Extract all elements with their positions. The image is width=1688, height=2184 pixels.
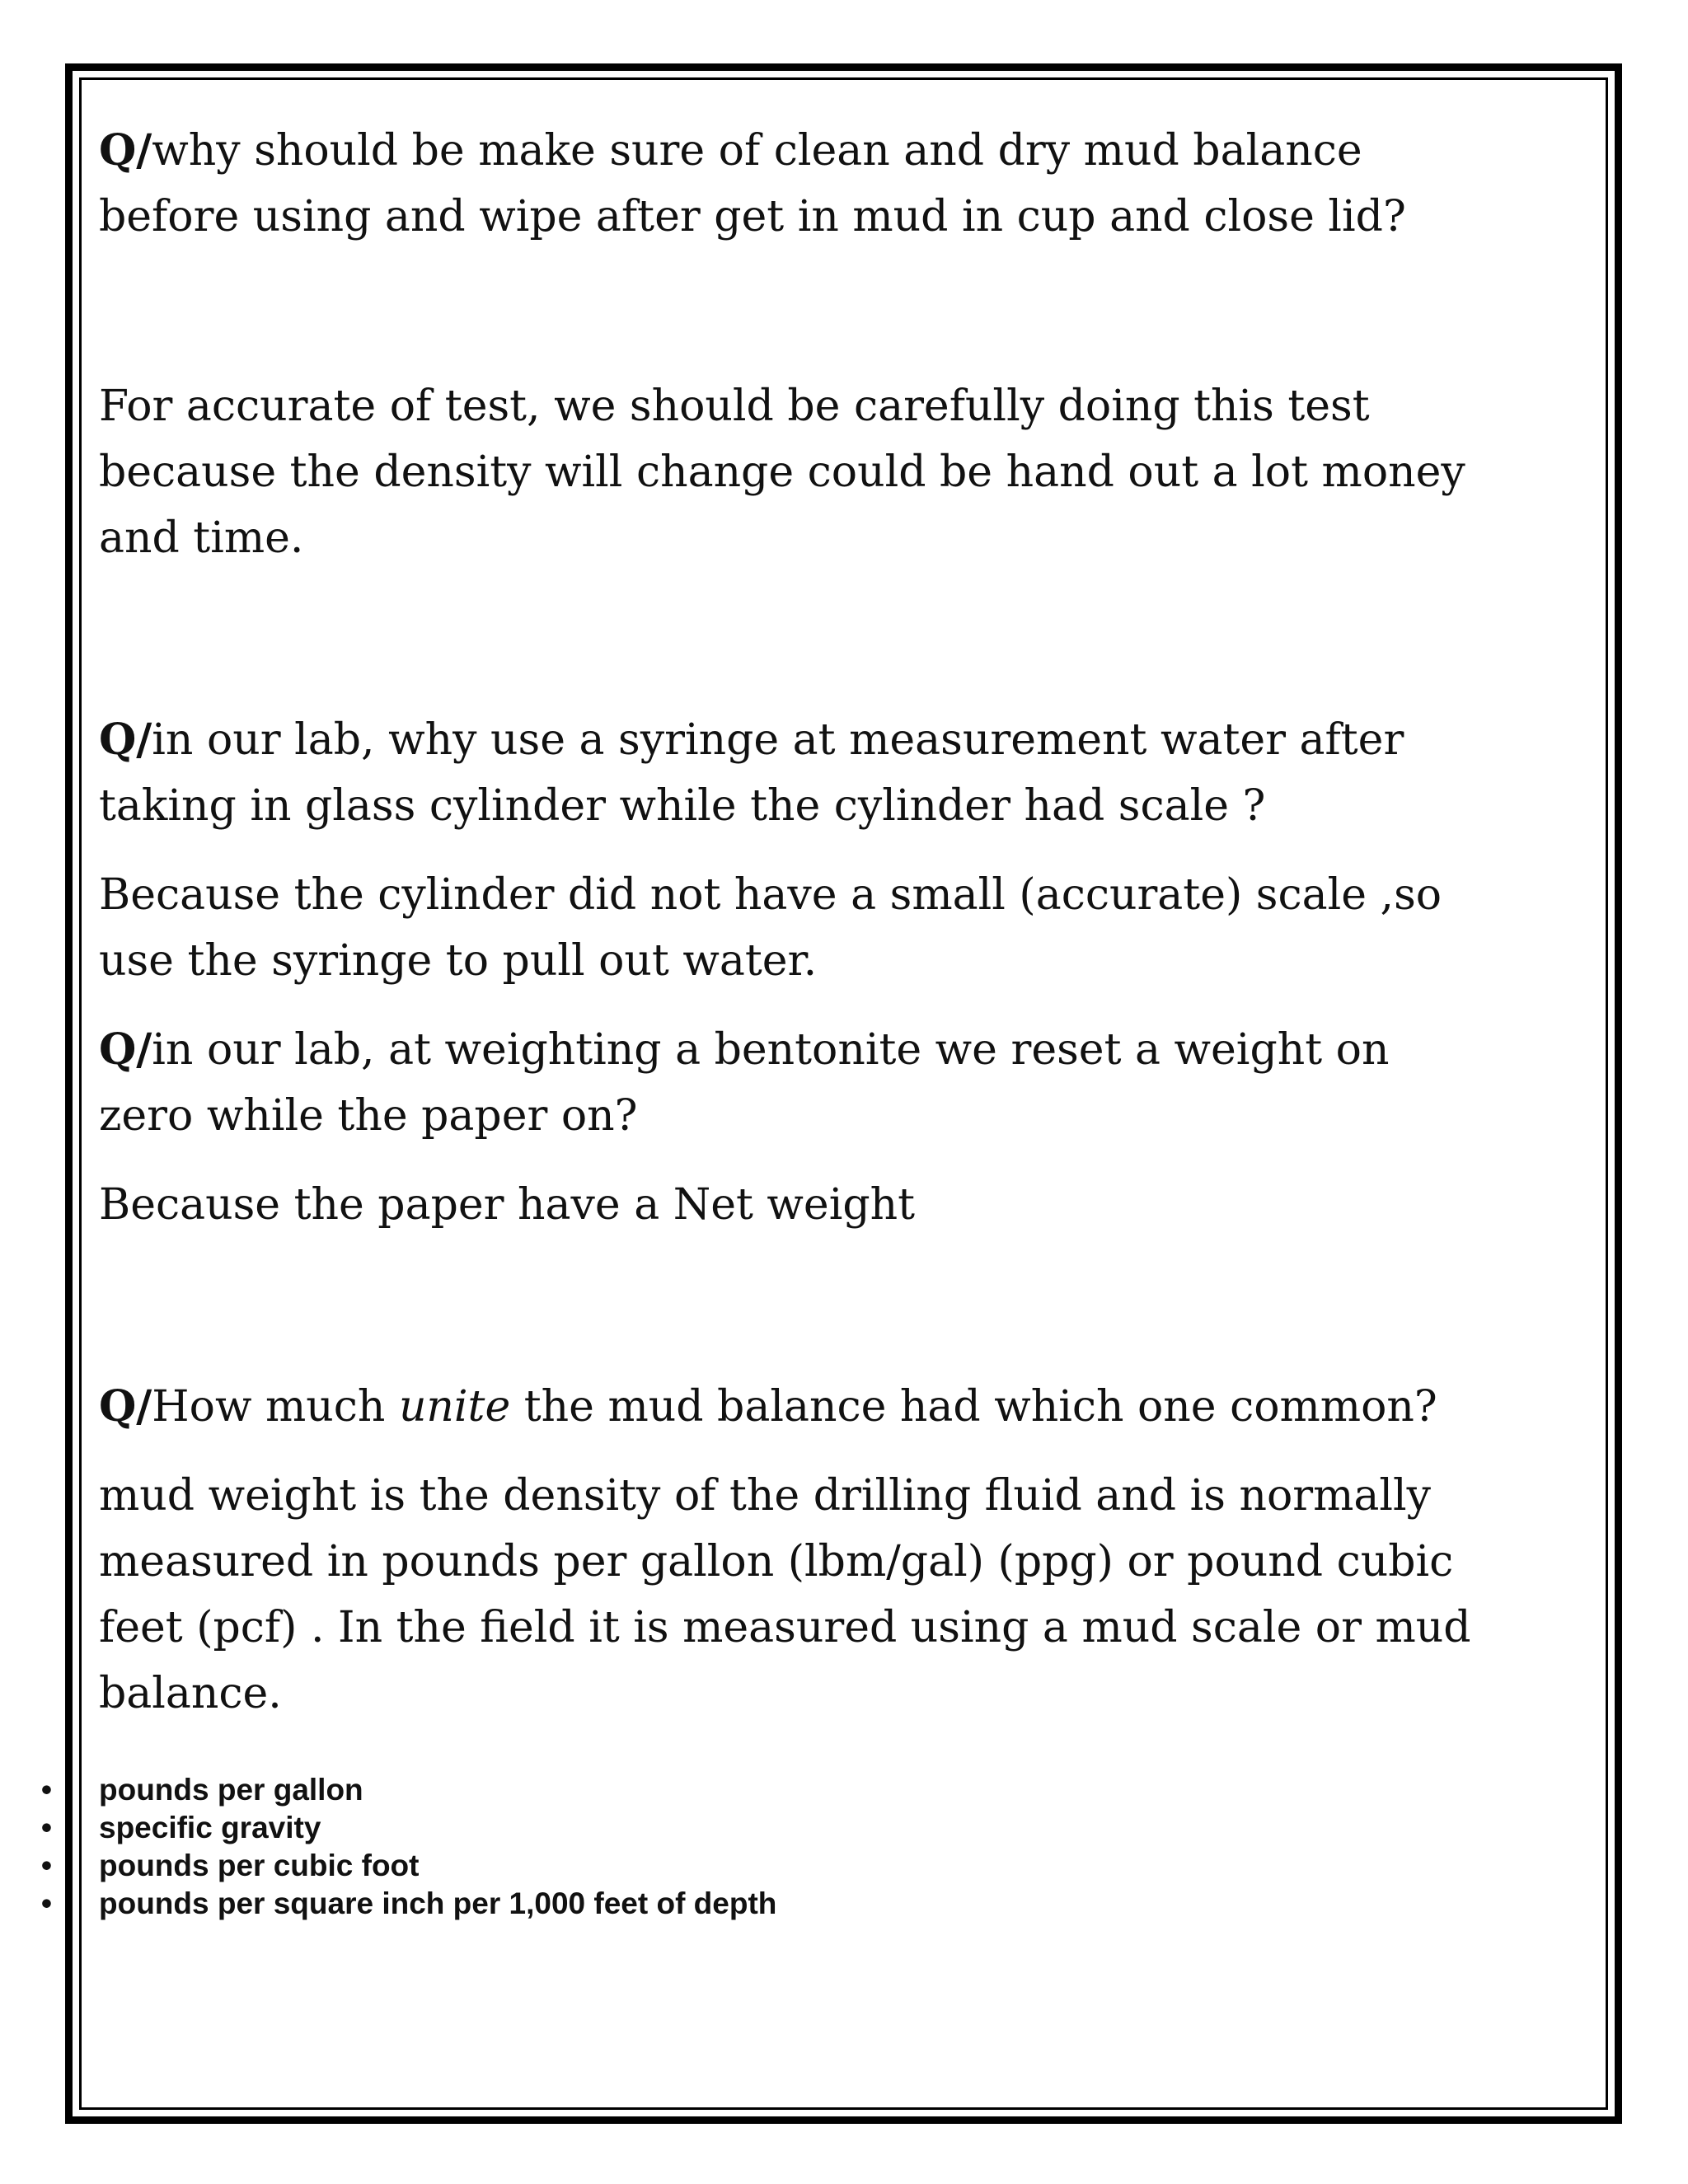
bullet-icon: • bbox=[41, 1849, 52, 1882]
list-item-text: specific gravity bbox=[99, 1811, 321, 1844]
list-item bbox=[0, 1771, 776, 1809]
question-3 bbox=[99, 1017, 1607, 1149]
answer-text-line: measured in pounds per gallon (lbm/gal) (ppg) or pound cubic bbox=[99, 1537, 1454, 1586]
answer-text-line: Because the paper have a Net weight bbox=[99, 1180, 916, 1230]
question-text-line: in our lab, why use a syringe at measurement water after bbox=[152, 715, 1404, 765]
list-item bbox=[0, 1809, 776, 1847]
bullet-icon: • bbox=[41, 1811, 52, 1844]
question-4 bbox=[99, 1374, 1607, 1440]
answer-text-line: For accurate of test, we should be carefully doing this test bbox=[99, 382, 1370, 431]
question-text-line: why should be make sure of clean and dry mud balance bbox=[152, 126, 1362, 176]
answer-3 bbox=[99, 1172, 1607, 1238]
document-body bbox=[99, 118, 1607, 1727]
answer-2 bbox=[99, 862, 1607, 994]
bullet-icon: • bbox=[41, 1773, 52, 1807]
question-prefix: Q/ bbox=[99, 715, 152, 765]
list-item bbox=[0, 1847, 776, 1885]
answer-text-line: and time. bbox=[99, 513, 304, 563]
answer-text-line: Because the cylinder did not have a small (accurate) scale ,so bbox=[99, 870, 1442, 920]
question-text-line: taking in glass cylinder while the cylinder had scale ? bbox=[99, 781, 1266, 831]
list-item-text: pounds per square inch per 1,000 feet of depth bbox=[99, 1886, 777, 1920]
answer-1 bbox=[99, 373, 1607, 571]
question-text-segment: the mud balance had which one common? bbox=[510, 1382, 1437, 1432]
question-text-segment: How much bbox=[152, 1382, 399, 1432]
list-item-text: pounds per gallon bbox=[99, 1773, 363, 1807]
units-list bbox=[0, 1771, 776, 1923]
question-1 bbox=[99, 118, 1607, 250]
answer-text-line: balance. bbox=[99, 1669, 282, 1718]
answer-4 bbox=[99, 1463, 1607, 1727]
answer-text-line: use the syringe to pull out water. bbox=[99, 936, 818, 986]
bullet-icon: • bbox=[41, 1886, 52, 1920]
question-text-line: zero while the paper on? bbox=[99, 1091, 638, 1141]
answer-text-line: mud weight is the density of the drilling fluid and is normally bbox=[99, 1471, 1432, 1521]
question-2 bbox=[99, 707, 1607, 839]
question-prefix: Q/ bbox=[99, 125, 152, 176]
list-item bbox=[0, 1885, 776, 1923]
list-item-text: pounds per cubic foot bbox=[99, 1849, 420, 1882]
question-text-line: in our lab, at weighting a bentonite we reset a weight on bbox=[152, 1025, 1390, 1075]
answer-text-line: because the density will change could be hand out a lot money bbox=[99, 448, 1465, 497]
question-text-line: before using and wipe after get in mud in cup and close lid? bbox=[99, 192, 1406, 241]
question-prefix: Q/ bbox=[99, 1024, 152, 1075]
question-emphasis: unite bbox=[398, 1382, 511, 1432]
question-prefix: Q/ bbox=[99, 1381, 152, 1432]
answer-text-line: feet (pcf) . In the field it is measured using a mud scale or mud bbox=[99, 1603, 1471, 1652]
